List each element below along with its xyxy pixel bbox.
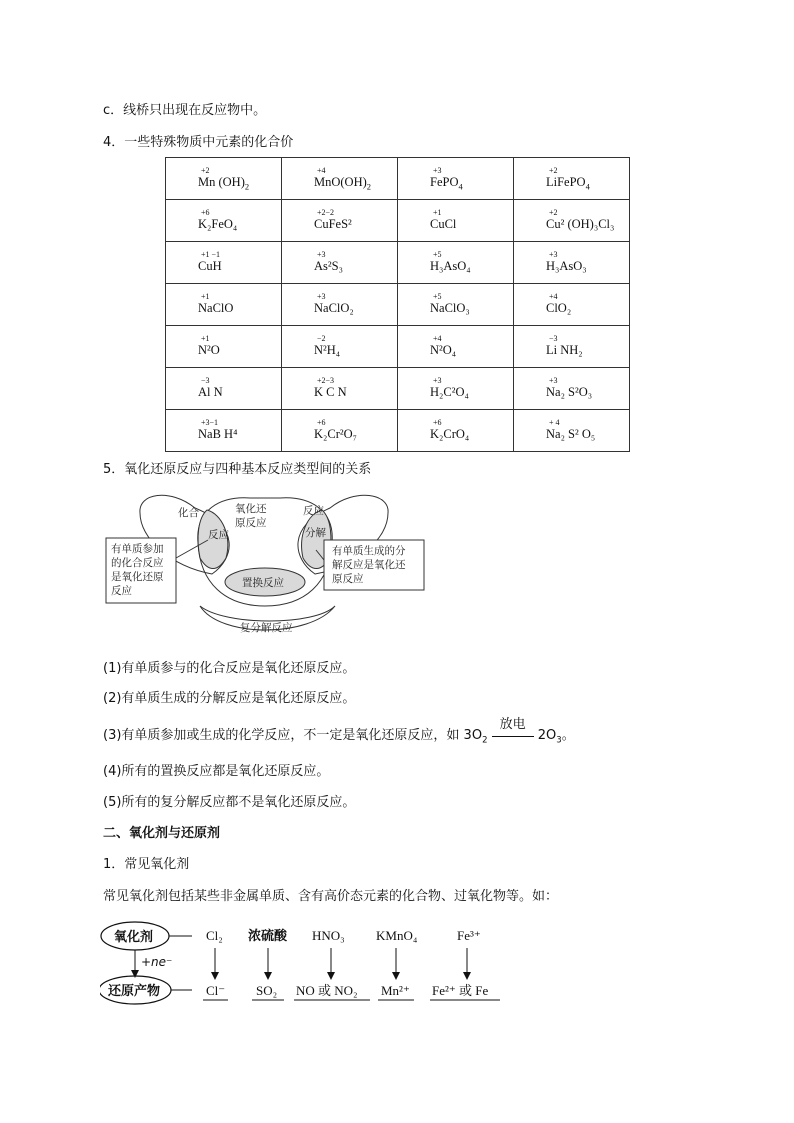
label-fanying-right: 反应 — [303, 505, 324, 517]
redox-venn-diagram — [100, 488, 440, 648]
formula: K C N — [314, 385, 347, 399]
oxidation-state: +1 — [433, 208, 442, 217]
formula-main: LiFePO — [546, 174, 586, 189]
reduct-label: 还原产物 — [108, 984, 161, 999]
formula: NaClO — [198, 301, 234, 315]
table-cell — [398, 410, 514, 452]
formula: CuFeS² — [314, 217, 352, 231]
point-3-text: (3)有单质参加或生成的化学反应，不一定是氧化还原反应，如 3O — [103, 728, 483, 743]
oxidation-state: +2 — [549, 208, 558, 217]
oxidant-kmno4: KMnO₄ — [376, 928, 418, 943]
oxidation-state: +3 — [317, 250, 326, 259]
note-right-1: 有单质生成的分 — [332, 545, 406, 557]
formula-main: MnO(OH) — [314, 174, 367, 189]
oxidation-state: +2−3 — [317, 376, 335, 385]
table-cell — [398, 368, 514, 410]
oxidant-hno3: HNO₃ — [312, 928, 345, 943]
oxidation-state: +2−2 — [317, 208, 335, 217]
oxidation-state: +2 — [201, 165, 210, 175]
oxidant-diagram — [100, 918, 520, 1008]
formula: Na₂ S²O₃ — [546, 385, 593, 399]
oxidant-fe3: Fe³⁺ — [457, 928, 481, 943]
point-3: (3)有单质参加或生成的化学反应，不一定是氧化还原反应，如 $3O_2$ 放电 $2O_3$。 — [103, 716, 575, 746]
note-left-1: 有单质参加 — [111, 543, 164, 555]
label-zhihuan: 置换反应 — [242, 577, 284, 589]
formula-main: FePO — [430, 174, 459, 189]
table-cell — [282, 326, 398, 368]
table-row — [166, 158, 630, 200]
table-cell — [514, 284, 630, 326]
oxidation-state: +6 — [317, 418, 326, 427]
oxidation-state: +3−1 — [201, 418, 219, 427]
formula: N²O — [198, 343, 220, 357]
formula — [430, 176, 463, 191]
table-cell — [166, 158, 282, 200]
oxidation-state: +1 — [201, 292, 210, 301]
product-no: NO 或 NO₂ — [296, 983, 358, 998]
table-cell — [514, 326, 630, 368]
label-fufenjie: 复分解反应 — [240, 622, 293, 634]
table-cell — [398, 200, 514, 242]
formula — [314, 176, 371, 191]
oxidation-state: +1 −1 — [201, 250, 221, 259]
formula-subscript: 4 — [585, 181, 590, 191]
oxidant-label: 氧化剂 — [114, 930, 154, 945]
table-row — [166, 368, 630, 410]
formula: K₂Cr²O₇ — [314, 427, 358, 441]
formula: Li NH₂ — [546, 343, 583, 357]
oxidation-state: +5 — [433, 292, 442, 301]
table-cell — [282, 200, 398, 242]
label-huahe: 化合 — [178, 507, 199, 519]
product-cl: Cl⁻ — [206, 983, 226, 998]
formula: N²H₄ — [314, 343, 341, 357]
table-cell — [514, 158, 630, 200]
point-5: (5)所有的复分解反应都不是氧化还原反应。 — [103, 795, 356, 810]
oxidation-state: −2 — [317, 334, 326, 343]
formula: NaB H⁴ — [198, 427, 238, 441]
formula: N²O₄ — [430, 343, 457, 357]
oxidation-state: +4 — [549, 292, 558, 301]
oxidation-state: +3 — [433, 165, 442, 175]
formula: NaClO₃ — [430, 301, 470, 315]
table-cell — [166, 368, 282, 410]
discharge-label: 放电 — [499, 716, 526, 732]
formula — [198, 176, 249, 191]
formula: Cu² (OH)₃Cl₃ — [546, 217, 615, 231]
table-cell — [514, 410, 630, 452]
formula: ClO₂ — [546, 301, 572, 315]
oxidation-state: + 4 — [549, 418, 560, 427]
product-mn2: Mn²⁺ — [381, 983, 410, 998]
note-right-2: 解反应是氧化还 — [332, 559, 406, 571]
table-cell — [166, 200, 282, 242]
formula — [546, 176, 590, 191]
formula: K₂CrO₄ — [430, 427, 470, 441]
point-1: (1)有单质参与的化合反应是氧化还原反应。 — [103, 661, 356, 676]
table-cell — [282, 158, 398, 200]
oxidation-state: −3 — [549, 334, 558, 343]
valence-table — [165, 157, 630, 452]
formula: H₃AsO₄ — [430, 259, 471, 273]
label-fenjie: 分解 — [305, 527, 326, 539]
oxidation-state: +2 — [549, 165, 558, 175]
product-fe: Fe²⁺ 或 Fe — [432, 983, 489, 998]
table-cell — [514, 368, 630, 410]
point-3-end: 。 — [561, 728, 575, 743]
note-right-3: 原反应 — [332, 573, 364, 585]
label-redox-2: 原反应 — [235, 517, 267, 529]
oxidant-cl2: Cl₂ — [206, 928, 223, 943]
formula: K₂FeO₄ — [198, 217, 238, 231]
formula: H₃AsO₃ — [546, 259, 587, 273]
oxidation-state: +1 — [201, 334, 210, 343]
oxidation-state: +4 — [317, 165, 326, 175]
label-redox-1: 氧化还 — [235, 503, 267, 515]
formula-main: Mn (OH) — [198, 174, 245, 189]
point-3-product: 2O — [537, 728, 557, 743]
note-left-4: 反应 — [111, 585, 132, 597]
oxidation-state: −3 — [201, 376, 210, 385]
discharge-arrow — [492, 716, 534, 744]
oxidation-state: +4 — [433, 334, 442, 343]
oxidation-state: +6 — [433, 418, 442, 427]
table-row — [166, 326, 630, 368]
table-row — [166, 410, 630, 452]
table-row — [166, 284, 630, 326]
oxidation-state: +6 — [201, 208, 210, 217]
table-cell — [282, 284, 398, 326]
table-cell — [398, 158, 514, 200]
subsection-1: 1．常见氧化剂 — [103, 857, 190, 872]
table-row — [166, 200, 630, 242]
heading-4: 4．一些特殊物质中元素的化合价 — [103, 135, 294, 150]
oxidation-state: +3 — [549, 376, 558, 385]
product-so2: SO₂ — [256, 983, 278, 998]
formula: CuH — [198, 259, 222, 273]
table-cell — [398, 242, 514, 284]
formula: Na₂ S² O₅ — [546, 427, 596, 441]
intro-text: 常见氧化剂包括某些非金属单质、含有高价态元素的化合物、过氧化物等。如： — [103, 889, 559, 904]
point-4: (4)所有的置换反应都是氧化还原反应。 — [103, 764, 330, 779]
note-left-2: 的化合反应 — [111, 557, 164, 569]
table-cell — [166, 410, 282, 452]
electron-label: +ne⁻ — [141, 955, 173, 969]
formula: As²S₃ — [314, 259, 343, 273]
table-cell — [514, 200, 630, 242]
heading-5: 5．氧化还原反应与四种基本反应类型间的关系 — [103, 462, 372, 477]
formula-subscript: 4 — [458, 181, 463, 191]
point-2: (2)有单质生成的分解反应是氧化还原反应。 — [103, 691, 356, 706]
oxidation-state: +3 — [317, 292, 326, 301]
table-cell — [166, 242, 282, 284]
table-cell — [282, 242, 398, 284]
formula: H₂C²O₄ — [430, 385, 469, 399]
label-fanying-left: 反应 — [208, 529, 229, 541]
formula-subscript: 2 — [244, 181, 250, 191]
oxidation-state: +3 — [549, 250, 558, 259]
table-cell — [514, 242, 630, 284]
oxidant-h2so4: 浓硫酸 — [248, 929, 288, 944]
table-cell — [166, 284, 282, 326]
table-cell — [398, 326, 514, 368]
table-cell — [398, 284, 514, 326]
list-item-c: c．线桥只出现在反应物中。 — [103, 103, 267, 118]
formula: CuCl — [430, 217, 457, 231]
table-row — [166, 242, 630, 284]
table-cell — [282, 410, 398, 452]
formula-subscript: 2 — [366, 181, 372, 191]
formula: NaClO₂ — [314, 301, 354, 315]
oxidation-state: +5 — [433, 250, 442, 259]
oxidation-state: +3 — [433, 376, 442, 385]
table-cell — [166, 326, 282, 368]
section-title-2: 二、氧化剂与还原剂 — [103, 826, 221, 841]
formula: Al N — [198, 385, 223, 399]
note-left-3: 是氧化还原 — [111, 571, 164, 583]
table-cell — [282, 368, 398, 410]
